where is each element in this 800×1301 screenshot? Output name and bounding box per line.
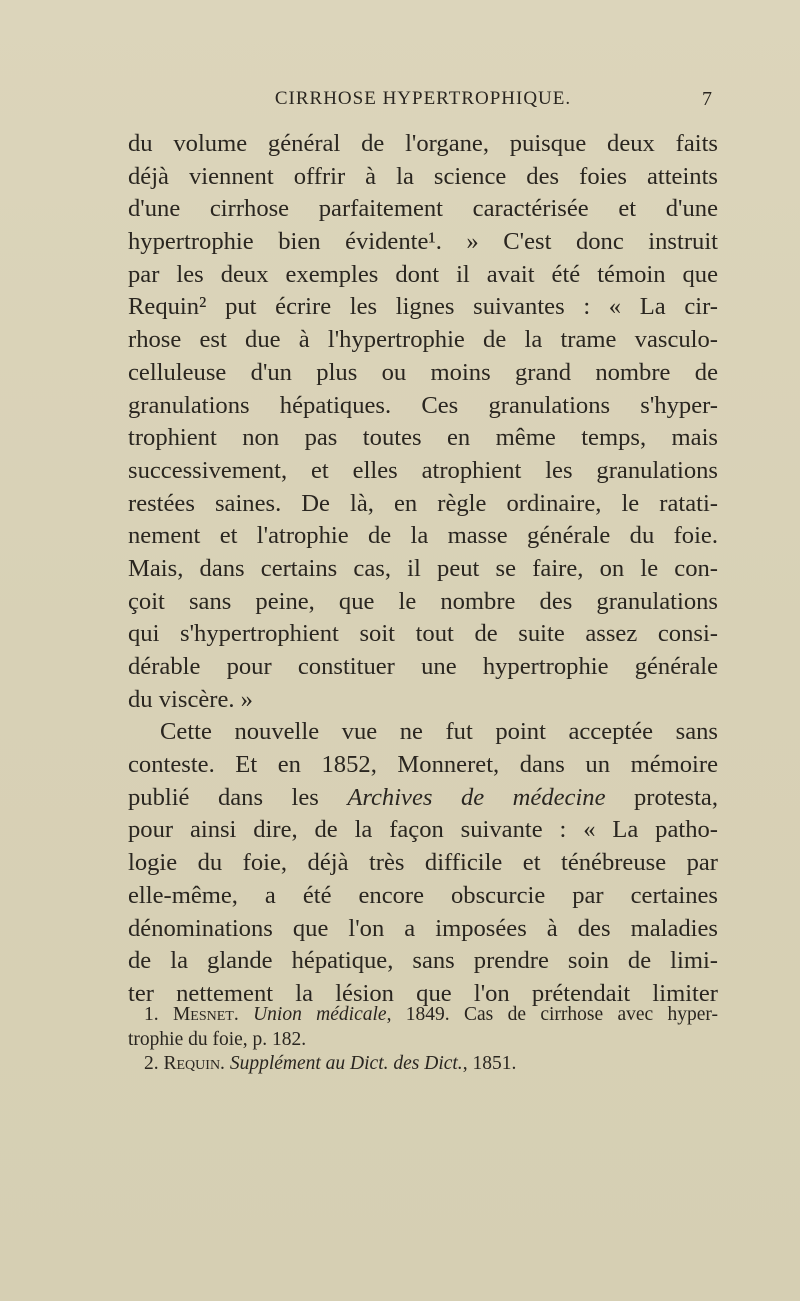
footnotes — [128, 1003, 718, 1077]
text-line: Mais, dans certains cas, il peut se faire, on le con- — [128, 554, 718, 582]
footnote-number: 2. — [144, 1053, 164, 1074]
text-line: du viscère. » — [128, 685, 253, 713]
text-segment: protesta, — [605, 783, 718, 811]
footnote-author: Mesnet. — [172, 1004, 239, 1025]
running-title: CIRRHOSE HYPERTROPHIQUE. — [274, 88, 572, 109]
text-line: restées saines. De là, en règle ordinaire, le ratati- — [128, 489, 718, 517]
text-line: Cette nouvelle vue ne fut point acceptée sans — [160, 718, 718, 746]
text-line: qui s'hypertrophient soit tout de suite assez consi- — [128, 620, 718, 648]
running-header — [128, 86, 718, 116]
text-line: granulations hépatiques. Ces granulations s'hyper- — [128, 391, 718, 419]
text-line: çoit sans peine, que le nombre des granulations — [128, 587, 718, 615]
text-line: dénominations que l'on a imposées à des maladies — [128, 914, 718, 942]
page-number: 7 — [702, 88, 712, 110]
footnote-title: Supplément au Dict. des Dict. — [229, 1053, 463, 1074]
footnote-number: 1. — [144, 1004, 173, 1025]
text-line-archives — [128, 782, 718, 815]
text-line: rhose est due à l'hypertrophie de la trame vasculo- — [128, 326, 718, 354]
text-line: hypertrophie bien évidente¹. » C'est donc instruit — [128, 228, 718, 256]
footnote-text: , 1849. Cas de cirrhose avec hyper- — [386, 1004, 719, 1025]
text-line: nement et l'atrophie de la masse générale du foie. — [128, 522, 718, 550]
text-line: elle-même, a été encore obscurcie par certaines — [128, 881, 718, 909]
text-line: successivement, et elles atrophient les granulations — [128, 456, 718, 484]
text-line: dérable pour constituer une hypertrophie générale — [128, 653, 718, 680]
footnote-title: Union médicale — [253, 1004, 387, 1025]
text-line: trophient non pas toutes en même temps, mais — [128, 424, 718, 452]
footnote-1 — [128, 1003, 718, 1028]
paragraph-1 — [128, 128, 718, 716]
text-line: du volume général de l'organe, puisque deux faits — [128, 130, 718, 157]
footnote-1-continued: trophie du foie, p. 182. — [128, 1028, 307, 1050]
paragraph-2 — [128, 716, 718, 1010]
footnote-author: Requin. — [163, 1053, 225, 1074]
text-line: ter nettement la lésion que l'on prétendait limiter — [128, 979, 718, 1007]
text-line: conteste. Et en 1852, Monneret, dans un mémoire — [128, 751, 718, 779]
text-line: Requin² put écrire les lignes suivantes : « La cir- — [128, 293, 718, 321]
footnote-text: , 1851. — [462, 1053, 517, 1074]
text-line: par les deux exemples dont il avait été témoin que — [128, 260, 718, 288]
text-line: déjà viennent offrir à la science des foies atteints — [128, 162, 718, 190]
text-line: de la glande hépatique, sans prendre soin de limi- — [128, 947, 718, 975]
text-line: d'une cirrhose parfaitement caractérisée et d'une — [128, 195, 718, 223]
text-line: logie du foie, déjà très difficile et ténébreuse par — [128, 849, 718, 877]
text-segment: publié dans les — [128, 783, 348, 811]
text-line: celluleuse d'un plus ou moins grand nombre de — [128, 358, 718, 386]
journal-title: Archives de médecine — [347, 783, 606, 811]
text-line: pour ainsi dire, de la façon suivante : « La patho- — [128, 816, 718, 844]
body-text — [128, 128, 718, 1011]
footnote-2 — [128, 1052, 718, 1077]
